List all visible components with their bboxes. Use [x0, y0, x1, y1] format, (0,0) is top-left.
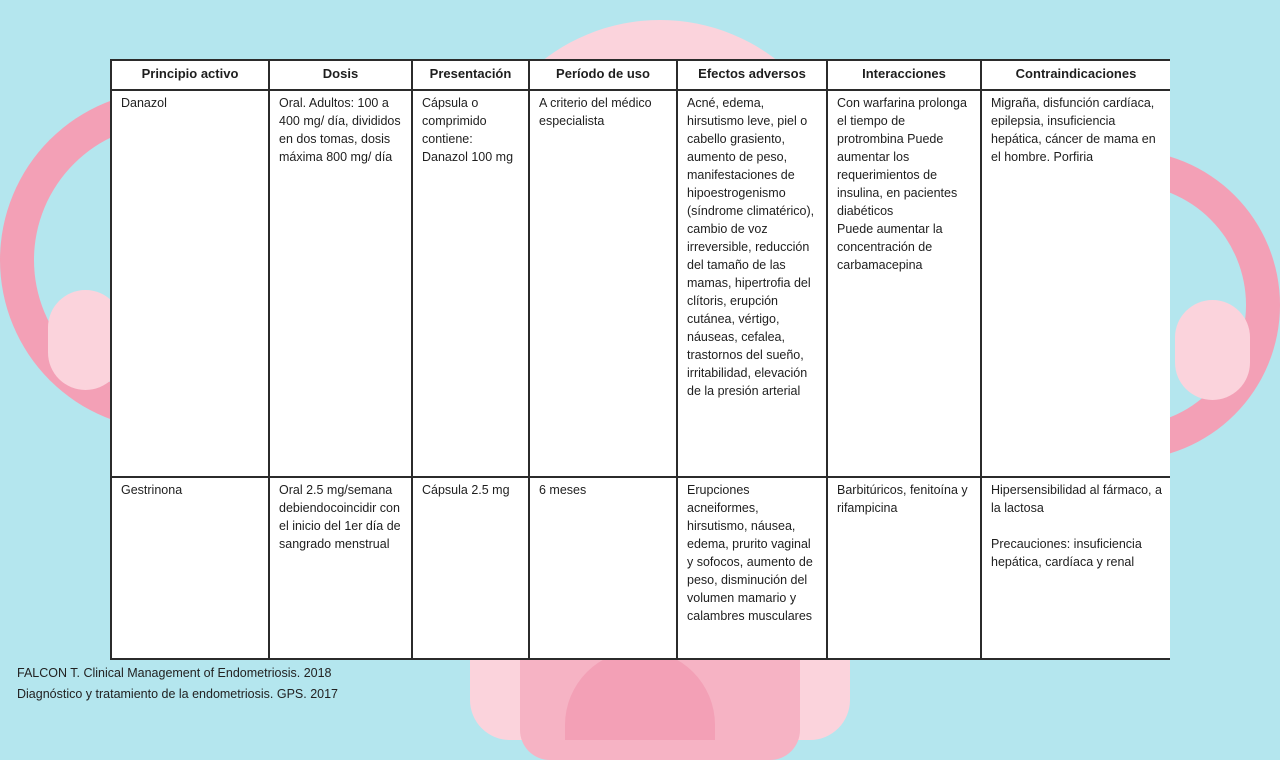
cell-dosis: Oral. Adultos: 100 a 400 mg/ día, divididos en dos tomas, dosis máxima 800 mg/ día: [269, 90, 412, 477]
header-principio-activo: Principio activo: [111, 60, 269, 90]
cell-periodo: A criterio del médico especialista: [529, 90, 677, 477]
cell-interacciones: Barbitúricos, fenitoína y rifampicina: [827, 477, 981, 659]
cell-contraindicaciones: Hipersensibilidad al fármaco, a la lactosa Precauciones: insuficiencia hepática, cardíaca y renal: [981, 477, 1170, 659]
cell-presentacion: Cápsula o comprimido contiene: Danazol 100 mg: [412, 90, 529, 477]
header-contraindicaciones: Contraindicaciones: [981, 60, 1170, 90]
drug-table-image: [110, 59, 1170, 660]
cell-cutoff: [677, 659, 827, 660]
citation-line-1: FALCON T. Clinical Management of Endometriosis. 2018: [17, 666, 332, 680]
header-presentacion: Presentación: [412, 60, 529, 90]
cell-efectos: Erupciones acneiformes, hirsutismo, náusea, edema, prurito vaginal y sofocos, aumento de peso, disminución del volumen mamario y calambres musculares: [677, 477, 827, 659]
header-efectos-adversos: Efectos adversos: [677, 60, 827, 90]
header-interacciones: Interacciones: [827, 60, 981, 90]
cell-contraindicaciones: Migraña, disfunción cardíaca, epilepsia, insuficiencia hepática, cáncer de mama en el hombre. Porfiria: [981, 90, 1170, 477]
table-row: [111, 90, 1170, 477]
cell-cutoff: [111, 659, 269, 660]
cell-dosis: Oral 2.5 mg/semana debiendocoincidir con el inicio del 1er día de sangrado menstrual: [269, 477, 412, 659]
header-periodo-de-uso: Período de uso: [529, 60, 677, 90]
citation-line-2: Diagnóstico y tratamiento de la endometriosis. GPS. 2017: [17, 687, 339, 701]
background-right-ovary: [1175, 300, 1250, 400]
cell-interacciones: Con warfarina prolonga el tiempo de protrombina Puede aumentar los requerimientos de insulina, en pacientes diabéticos Puede aumentar la concentración de carbamacepina: [827, 90, 981, 477]
table-row-cutoff: [111, 659, 1170, 660]
drug-table: [110, 59, 1170, 660]
cell-periodo: 6 meses: [529, 477, 677, 659]
header-dosis: Dosis: [269, 60, 412, 90]
cell-efectos: Acné, edema, hirsutismo leve, piel o cabello grasiento, aumento de peso, manifestaciones de hipoestrogenismo (síndrome climatérico), cambio de voz irreversible, reducción del tamaño de las mamas, hipertrofia del clítoris, erupción cutánea, vértigo, náuseas, cefalea, trastornos del sueño, irritabilidad, elevación de la presión arterial: [677, 90, 827, 477]
cell-principio: Gestrinona: [111, 477, 269, 659]
cell-presentacion: Cápsula 2.5 mg: [412, 477, 529, 659]
cell-cutoff: [412, 659, 529, 660]
cell-principio: Danazol: [111, 90, 269, 477]
table-row: [111, 477, 1170, 659]
cell-cutoff: [827, 659, 981, 660]
table-header-row: [111, 60, 1170, 90]
cell-cutoff: [269, 659, 412, 660]
citation: [17, 663, 338, 705]
cell-cutoff: [981, 659, 1170, 660]
cell-cutoff: [529, 659, 677, 660]
